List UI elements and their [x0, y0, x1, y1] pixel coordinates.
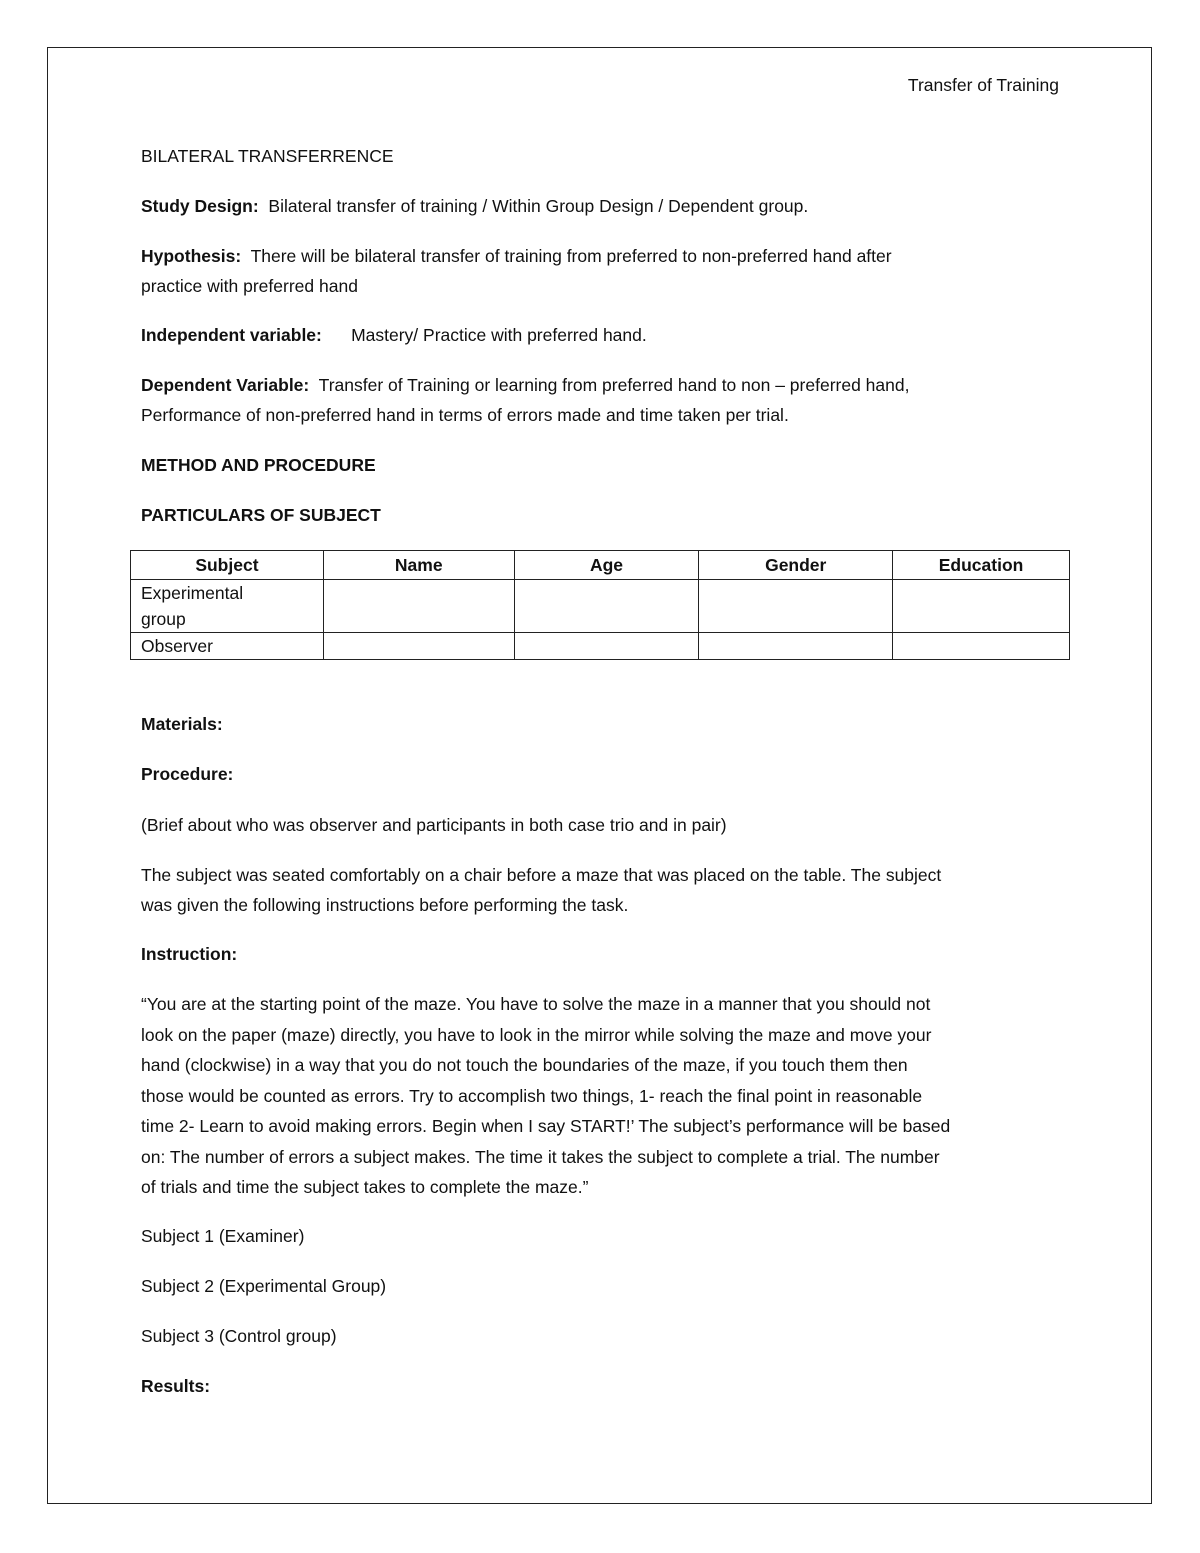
method-heading	[141, 450, 1061, 480]
procedure-note: (Brief about who was observer and participants in both case trio and in pair)	[141, 815, 727, 835]
instruction-text-line4: those would be counted as errors. Try to accomplish two things, 1- reach the final point in reasonable	[141, 1085, 923, 1106]
study-design-label: Study Design:	[141, 196, 259, 216]
study-design-text: Bilateral transfer of training / Within Group Design / Dependent group.	[268, 196, 809, 216]
subject-2: Subject 2 (Experimental Group)	[141, 1276, 387, 1296]
results-heading	[141, 1371, 1061, 1401]
table-cell-subject: Observer	[131, 633, 324, 660]
procedure-text	[141, 860, 1061, 920]
cell-text-line2: group	[141, 609, 186, 629]
dependent-variable-label: Dependent Variable:	[141, 375, 310, 395]
method-heading-text: METHOD AND PROCEDURE	[141, 455, 376, 475]
materials-heading	[141, 709, 1061, 739]
table-header-row	[131, 551, 1070, 580]
table-cell-education	[893, 633, 1070, 660]
hypothesis-text-line2: practice with preferred hand	[141, 276, 358, 296]
dependent-variable-text-line1: Transfer of Training or learning from preferred hand to non – preferred hand,	[318, 375, 910, 395]
procedure-text-line2: was given the following instructions before performing the task.	[141, 895, 629, 915]
instruction-text-line7: of trials and time the subject takes to complete the maze.”	[141, 1177, 589, 1197]
cell-text-line1: Experimental	[141, 583, 244, 603]
dependent-variable-text-line2: Performance of non-preferred hand in terms of errors made and time taken per trial.	[141, 405, 789, 425]
procedure-heading	[141, 759, 1061, 789]
table-cell-subject	[131, 580, 324, 633]
independent-variable-text: Mastery/ Practice with preferred hand.	[351, 325, 647, 345]
study-design	[141, 191, 1061, 221]
procedure-heading-text: Procedure:	[141, 764, 234, 784]
table-row	[131, 580, 1070, 633]
dependent-variable	[141, 370, 1061, 430]
table-cell-age	[514, 580, 699, 633]
particulars-heading	[141, 500, 1061, 530]
table-row	[131, 633, 1070, 660]
table-cell-education	[893, 580, 1070, 633]
particulars-heading-text: PARTICULARS OF SUBJECT	[141, 505, 381, 525]
table-cell-age	[514, 633, 699, 660]
instruction-heading	[141, 939, 1061, 969]
particulars-table	[130, 550, 1070, 660]
instruction-text-line1: “You are at the starting point of the maze. You have to solve the maze in a manner that you should not	[141, 994, 931, 1014]
column-header-subject: Subject	[131, 551, 324, 580]
subject-3: Subject 3 (Control group)	[141, 1326, 337, 1346]
results-heading-text: Results:	[141, 1376, 211, 1396]
running-header: Transfer of Training	[907, 75, 1059, 95]
hypothesis-label: Hypothesis:	[141, 246, 242, 266]
subject-1: Subject 1 (Examiner)	[141, 1226, 305, 1246]
instruction-text-line3: hand (clockwise) in a way that you do not touch the boundaries of the maze, if you touch them then	[141, 1055, 908, 1075]
column-header-education: Education	[893, 551, 1070, 580]
column-header-gender: Gender	[699, 551, 893, 580]
table-cell-gender	[699, 633, 893, 660]
hypothesis	[141, 241, 1061, 301]
procedure-text-line1: The subject was seated comfortably on a chair before a maze that was placed on the table. The subject	[141, 865, 942, 885]
table-cell-gender	[699, 580, 893, 633]
independent-variable-label: Independent variable:	[141, 325, 322, 345]
column-header-age: Age	[514, 551, 699, 580]
instruction-text-line6: on: The number of errors a subject makes. The time it takes the subject to complete a trial. The number	[141, 1146, 940, 1167]
column-header-name: Name	[323, 551, 514, 580]
materials-heading-text: Materials:	[141, 714, 223, 734]
hypothesis-text-line1: There will be bilateral transfer of training from preferred to non-preferred hand after	[250, 246, 892, 266]
table-cell-name	[323, 580, 514, 633]
instruction-heading-text: Instruction:	[141, 944, 238, 964]
instruction-text	[141, 989, 1061, 1203]
table-cell-name	[323, 633, 514, 660]
document-title: BILATERAL TRANSFERRENCE	[141, 146, 394, 166]
independent-variable	[141, 320, 1061, 350]
instruction-text-line5: time 2- Learn to avoid making errors. Begin when I say START!’ The subject’s performance will be based	[141, 1116, 951, 1136]
instruction-text-line2: look on the paper (maze) directly, you have to look in the mirror while solving the maze and move your	[141, 1024, 932, 1045]
